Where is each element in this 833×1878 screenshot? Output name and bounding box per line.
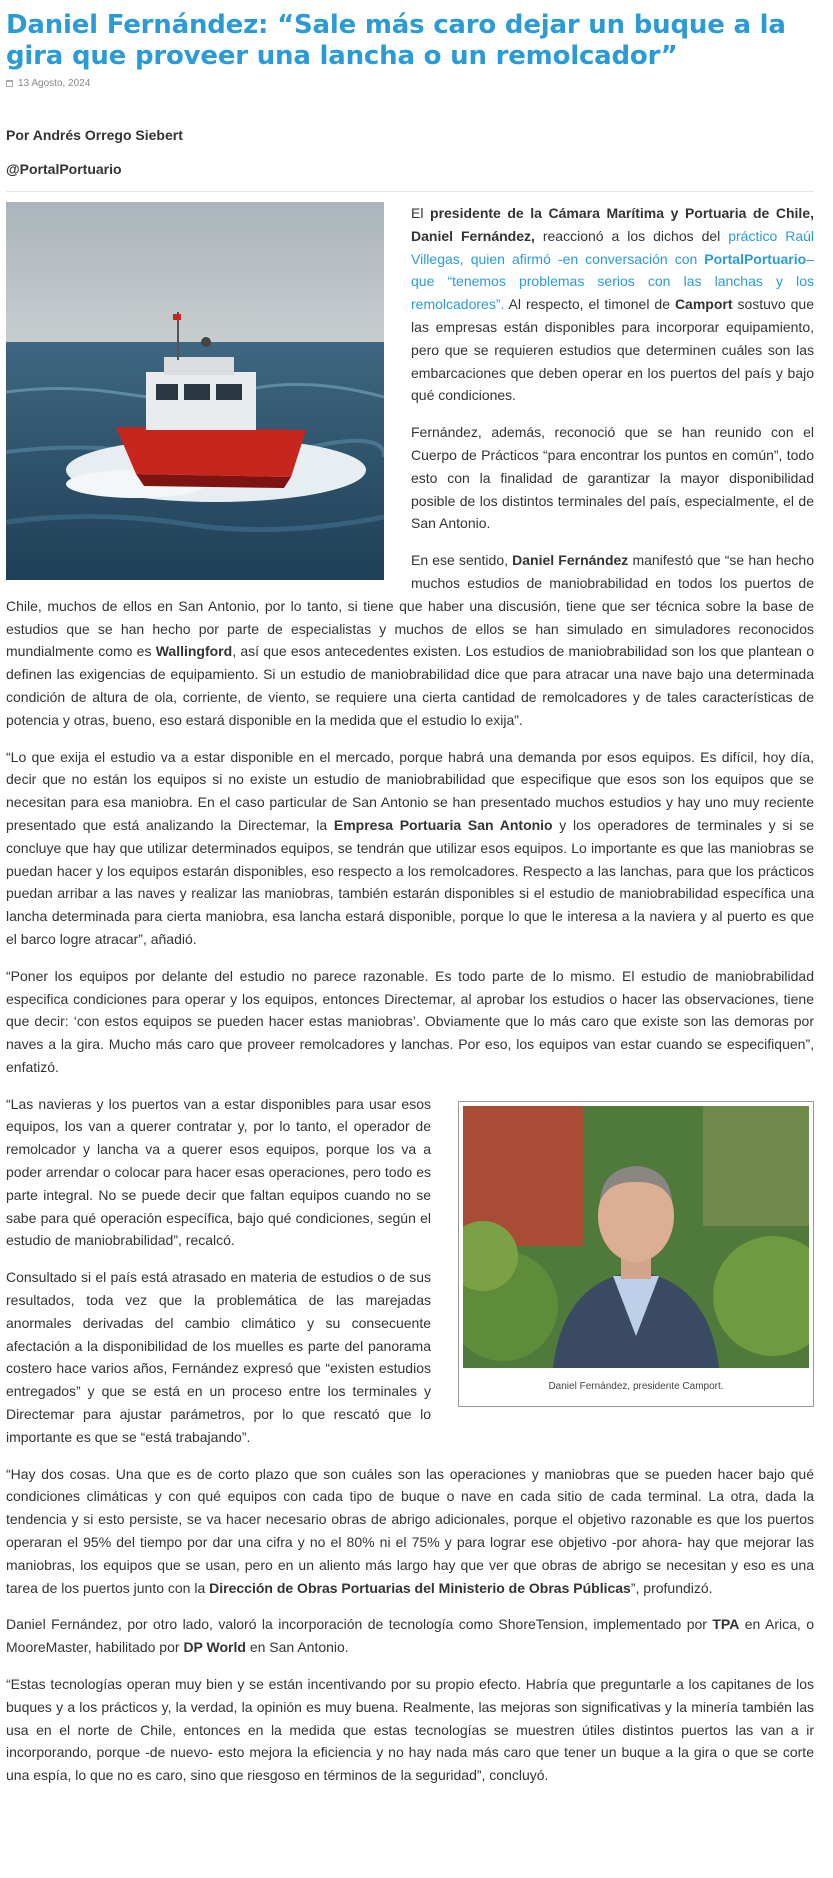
- paragraph-7: Consultado si el país está atrasado en materia de estudios o de sus resultados, toda vez que la problemática de las marejadas anormales derivadas del cambio climático y su consecuente afectación a la disponibilidad de los muelles es parte del panorama costero hace varios años, Fernández expresó que “existen estudios entregados” y que se está en un proceso entre los terminales y Directemar para ajustar parámetros, por lo que rescató que lo importante es que se “está trabajando”.: [6, 1269, 431, 1445]
- boat-photo: [6, 202, 384, 580]
- paragraph-1: El presidente de la Cámara Marítima y Portuaria de Chile, Daniel Fernández, reaccionó a los dichos del práctico Raúl Villegas, quien afirmó -en conversación con PortalPortuario– que “tenemos problemas serios con las lanchas y los remolcadores”. Al respecto, el timonel de Camport sostuvo que las empresas están disponibles para incorporar equipamiento, pero que se requieren estudios que determinen cuáles son las embarcaciones que deben operar en los puertos del país y bajo qué condiciones.: [411, 205, 815, 404]
- paragraph-10: “Estas tecnologías operan muy bien y se están incentivando por su propio efecto. Habría que preguntarle a los capitanes de los buques y a los prácticos y, la verdad, la opinión es muy buena. Realmente, las mejoras son significativas y la minería también las usa en el norte de Chile, entonces en la medida que estas tecnologías se muestren útiles distintos puertos las van a ir incorporando, porque -de nuevo- esto mejora la eficiencia y no hay nada más caro que tener un buque a la gira o que se corte una espía, lo que no es caro, sino que riesgoso en términos de la seguridad”, concluyó.: [6, 1676, 814, 1784]
- paragraph-4: “Lo que exija el estudio va a estar disponible en el mercado, porque habrá una demanda por esos equipos. Es difícil, hoy día, decir que no están los equipos si no existe un estudio de maniobrabilidad que especifique que esos son los equipos que se necesitan para esa maniobra. En el caso particular de San Antonio se han presentado muchos estudios y hay uno muy reciente presentado que está analizando la Directemar, la Empresa Portuaria San Antonio y los operadores de terminales y si se concluye que hay que utilizar determinados equipos, se tendrán que utilizar esos equipos. Lo importante es que las maniobras se puedan hacer y los equipos estarán disponibles, eso respecto a los remolcadores. Respecto a las lanchas, para que los prácticos puedan arribar a las naves y realizar las maniobras, también estarán disponibles si el estudio de maniobrabilidad específica una lancha determinada para cierta maniobra, esa lancha estará disponible, porque lo que le interesa a la naviera y al puerto es que el barco logre atracar”, añadió.: [6, 748, 814, 947]
- paragraph-2: Fernández, además, reconoció que se han reunido con el Cuerpo de Prácticos “para encontrar los puntos en común”, todo esto con la finalidad de garantizar la mayor disponibilidad posible de los distintos terminales del país, especialmente, el de San Antonio.: [411, 424, 814, 532]
- paragraph-6: “Las navieras y los puertos van a estar disponibles para usar esos equipos, los van a querer contratar y, por lo tanto, el operador de remolcador y lancha va a querer esos equipos, porque los va a poder arrendar o colocar para hacer esas operaciones, pero todo es parte integral. No se puede decir que faltan equipos cuando no se sabe para qué operación específica, bajo qué condiciones, según el estudio de maniobrabilidad”, recalcó.: [6, 1095, 431, 1249]
- article-body: [6, 202, 814, 1787]
- calendar-icon: [6, 80, 13, 87]
- paragraph-5: “Poner los equipos por delante del estudio no parece razonable. Es todo parte de lo mismo. El estudio de maniobrabilidad especifica condiciones para operar y los equipos, entonces Directemar, al aprobar los estudios o hacer las observaciones, tiene que decir: ‘con estos equipos se pueden hacer estas maniobras’. Obviamente que lo más caro que existe son las demoras por naves a la gira. Mucho más caro que proveer remolcadores y lanchas. Por eso, los equipos van estar cuando se especifiquen”, enfatizó.: [6, 967, 814, 1075]
- paragraph-8: “Hay dos cosas. Una que es de corto plazo que son cuáles son las operaciones y maniobras que se pueden hacer bajo qué condiciones climáticas y con qué equipos con cada tipo de buque o nave en cada sitio de cada terminal. La otra, dada la tendencia y si esto persiste, se va hacer necesario obras de abrigo adicionales, porque el objetivo razonable es que los puertos operaran el 95% del tiempo por dar una cifra y no el 80% ni el 75% y para lograr ese objetivo -por ahora- hay que mejorar las maniobras, los equipos que se usan, pero en un aliento más largo hay que ver que obras de abrigo se necesitan y eso es una tarea de los puertos junto con la Dirección de Obras Portuarias del Ministerio de Obras Públicas”, profundizó.: [6, 1465, 814, 1596]
- villegas-link[interactable]: práctico Raúl Villegas, quien afirmó -en conversación con PortalPortuario– que “tenemos problemas serios con las lanchas y los remolcadores”.: [411, 227, 815, 313]
- boat-image: [6, 202, 384, 580]
- article-date: 13 Agosto, 2024: [18, 78, 91, 89]
- portrait-figure: [458, 1101, 814, 1408]
- article-handle: @PortalPortuario: [6, 161, 814, 192]
- article-title: Daniel Fernández: “Sale más caro dejar un buque a la gira que proveer una lancha o un remolcador”: [6, 10, 786, 71]
- article-author: Por Andrés Orrego Siebert: [6, 127, 183, 143]
- article: [0, 10, 820, 1787]
- article-date-row: [6, 78, 814, 89]
- portrait-caption: Daniel Fernández, presidente Camport.: [548, 1380, 724, 1392]
- paragraph-3: En ese sentido, Daniel Fernández manifestó que “se han hecho muchos estudios de maniobrabilidad en todos los puertos de Chile, muchos de ellos en San Antonio, por lo tanto, si tiene que haber una discusión, tiene que ser técnica sobre la base de estudios que se han hecho por parte de especialistas y muchos de ellos se han simulado en simuladores reconocidos mundialmente como es Wallingford, así que esos antecedentes existen. Los estudios de maniobrabilidad son los que plantean o definen las exigencias de equipamiento. Si un estudio de maniobrabilidad dice que para atracar una nave bajo una determinada condición de altura de ola, corriente, de viento, se requiere una cierta cantidad de remolcadores y de tales características de potencia y otras, bueno, eso estará disponible en la medida que el estudio lo exija”.: [6, 552, 814, 728]
- portrait-image: [463, 1106, 809, 1368]
- paragraph-9: Daniel Fernández, por otro lado, valoró la incorporación de tecnología como ShoreTension, implementado por TPA en Arica, o MooreMaster, habilitado por DP World en San Antonio.: [6, 1616, 814, 1656]
